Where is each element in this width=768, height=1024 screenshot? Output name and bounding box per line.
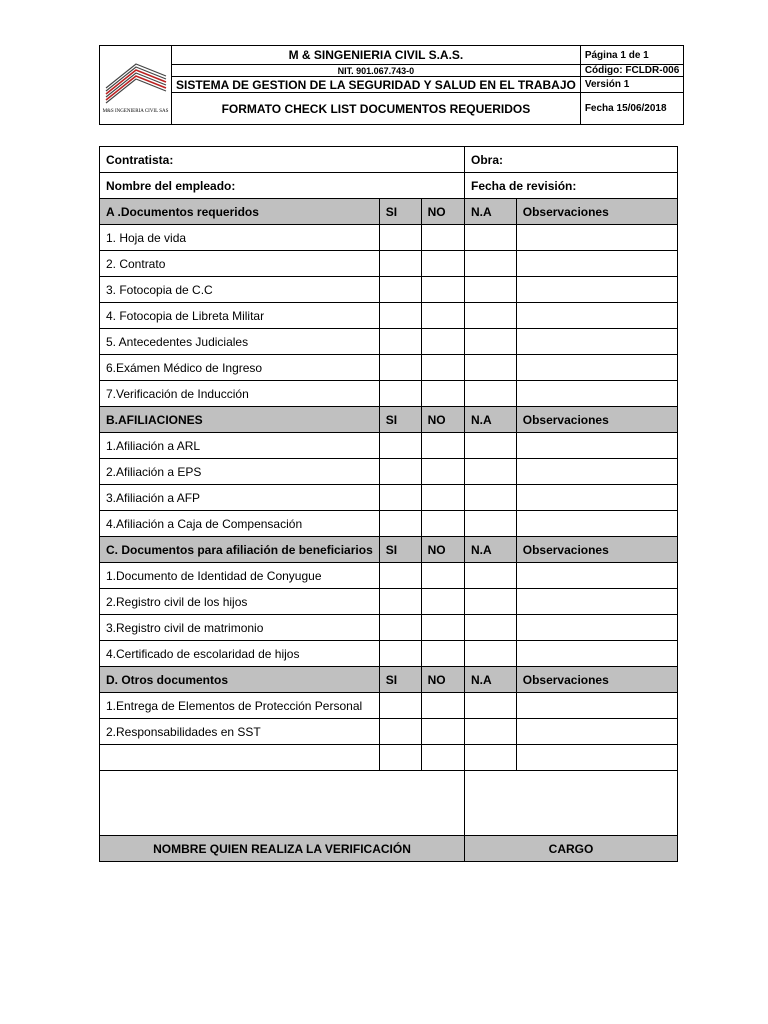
obs-cell[interactable] [516,225,677,251]
section-title: B.AFILIACIONES [100,407,380,433]
signature-name-area[interactable] [100,771,465,836]
na-cell[interactable] [465,563,517,589]
item-label: 3. Fotocopia de C.C [100,277,380,303]
table-row [100,329,678,355]
item-label: 4. Fotocopia de Libreta Militar [100,303,380,329]
table-row [100,511,678,537]
na-cell[interactable] [465,225,517,251]
signature-cargo-area[interactable] [465,771,678,836]
col-obs: Observaciones [516,199,677,225]
col-si: SI [379,407,421,433]
si-cell[interactable] [379,589,421,615]
si-cell[interactable] [379,563,421,589]
fecha-revision-field[interactable]: Fecha de revisión: [465,173,678,199]
si-cell[interactable] [379,459,421,485]
item-label: 2.Afiliación a EPS [100,459,380,485]
no-cell[interactable] [421,745,464,771]
si-cell[interactable] [379,693,421,719]
logo-icon [100,52,171,112]
na-cell[interactable] [465,693,517,719]
company-logo [100,46,172,125]
na-cell[interactable] [465,745,517,771]
no-cell[interactable] [421,615,464,641]
table-row [100,433,678,459]
item-label: 5. Antecedentes Judiciales [100,329,380,355]
table-row [100,225,678,251]
si-cell[interactable] [379,719,421,745]
si-cell[interactable] [379,485,421,511]
signature-name-label: NOMBRE QUIEN REALIZA LA VERIFICACIÓN [100,836,465,862]
item-label: 3.Afiliación a AFP [100,485,380,511]
no-cell[interactable] [421,381,464,407]
document-version: Versión 1 [580,77,683,93]
na-cell[interactable] [465,589,517,615]
table-row [100,563,678,589]
no-cell[interactable] [421,303,464,329]
obs-cell[interactable] [516,459,677,485]
section-header-a [100,199,678,225]
no-cell[interactable] [421,641,464,667]
col-na: N.A [465,667,517,693]
col-na: N.A [465,199,517,225]
si-cell[interactable] [379,355,421,381]
obs-cell[interactable] [516,277,677,303]
no-cell[interactable] [421,589,464,615]
obs-cell[interactable] [516,641,677,667]
na-cell[interactable] [465,615,517,641]
table-row [100,355,678,381]
obs-cell[interactable] [516,615,677,641]
col-na: N.A [465,407,517,433]
section-header-b [100,407,678,433]
obs-cell[interactable] [516,303,677,329]
section-title: C. Documentos para afiliación de beneficiarios [100,537,380,563]
na-cell[interactable] [465,719,517,745]
item-label: 4.Certificado de escolaridad de hijos [100,641,380,667]
page-number: Página 1 de 1 [580,46,683,65]
section-header-c [100,537,678,563]
table-row [100,745,678,771]
col-na: N.A [465,537,517,563]
section-header-d [100,667,678,693]
obs-cell[interactable] [516,485,677,511]
na-cell[interactable] [465,303,517,329]
na-cell[interactable] [465,485,517,511]
na-cell[interactable] [465,277,517,303]
na-cell[interactable] [465,459,517,485]
si-cell[interactable] [379,433,421,459]
no-cell[interactable] [421,355,464,381]
contratista-field[interactable]: Contratista: [100,147,465,173]
item-label: 1.Documento de Identidad de Conyugue [100,563,380,589]
col-si: SI [379,537,421,563]
obs-cell[interactable] [516,563,677,589]
no-cell[interactable] [421,225,464,251]
table-row [100,615,678,641]
signature-cargo-label: CARGO [465,836,678,862]
table-row [100,485,678,511]
si-cell[interactable] [379,303,421,329]
na-cell[interactable] [465,329,517,355]
item-label: 3.Registro civil de matrimonio [100,615,380,641]
document-code: Código: FCLDR-006 [580,65,683,77]
item-label: 2.Responsabilidades en SST [100,719,380,745]
empleado-field[interactable]: Nombre del empleado: [100,173,465,199]
obs-cell[interactable] [516,381,677,407]
no-cell[interactable] [421,251,464,277]
col-obs: Observaciones [516,407,677,433]
si-cell[interactable] [379,277,421,303]
col-no: NO [421,407,464,433]
obs-cell[interactable] [516,511,677,537]
obs-cell[interactable] [516,693,677,719]
no-cell[interactable] [421,693,464,719]
obs-cell[interactable] [516,251,677,277]
item-label: 2. Contrato [100,251,380,277]
item-label: 2.Registro civil de los hijos [100,589,380,615]
signature-labels [100,836,678,862]
section-title: D. Otros documentos [100,667,380,693]
col-obs: Observaciones [516,537,677,563]
col-no: NO [421,199,464,225]
si-cell[interactable] [379,329,421,355]
checklist-table [99,146,678,862]
si-cell[interactable] [379,511,421,537]
na-cell[interactable] [465,511,517,537]
table-row [100,719,678,745]
table-row [100,381,678,407]
obs-cell[interactable] [516,745,677,771]
na-cell[interactable] [465,433,517,459]
no-cell[interactable] [421,277,464,303]
col-obs: Observaciones [516,667,677,693]
table-row [100,589,678,615]
item-label: 4.Afiliación a Caja de Compensación [100,511,380,537]
table-row [100,277,678,303]
obs-cell[interactable] [516,329,677,355]
si-cell[interactable] [379,641,421,667]
si-cell[interactable] [379,251,421,277]
col-si: SI [379,199,421,225]
company-nit: NIT. 901.067.743-0 [172,65,581,77]
company-name: M & SINGENIERIA CIVIL S.A.S. [172,46,581,65]
obs-cell[interactable] [516,355,677,381]
signature-row [100,771,678,836]
col-si: SI [379,667,421,693]
obra-field[interactable]: Obra: [465,147,678,173]
table-row [100,459,678,485]
no-cell[interactable] [421,433,464,459]
na-cell[interactable] [465,641,517,667]
document-header [99,45,684,125]
na-cell[interactable] [465,381,517,407]
item-label: 1.Entrega de Elementos de Protección Personal [100,693,380,719]
col-no: NO [421,537,464,563]
table-row [100,641,678,667]
section-title: A .Documentos requeridos [100,199,380,225]
no-cell[interactable] [421,329,464,355]
si-cell[interactable] [379,615,421,641]
management-system: SISTEMA DE GESTION DE LA SEGURIDAD Y SALUD EN EL TRABAJO [172,77,581,93]
no-cell[interactable] [421,719,464,745]
item-label: 1.Afiliación a ARL [100,433,380,459]
si-cell[interactable] [379,381,421,407]
obs-cell[interactable] [516,589,677,615]
no-cell[interactable] [421,485,464,511]
col-no: NO [421,667,464,693]
logo-text: M&S INGENIERIA CIVIL SAS [102,109,169,114]
si-cell[interactable] [379,745,421,771]
na-cell[interactable] [465,355,517,381]
item-label: 7.Verificación de Inducción [100,381,380,407]
no-cell[interactable] [421,511,464,537]
table-row [100,303,678,329]
obs-cell[interactable] [516,433,677,459]
table-row [100,693,678,719]
item-label[interactable] [100,745,380,771]
format-title: FORMATO CHECK LIST DOCUMENTOS REQUERIDOS [172,93,581,125]
no-cell[interactable] [421,563,464,589]
no-cell[interactable] [421,459,464,485]
item-label: 6.Exámen Médico de Ingreso [100,355,380,381]
document-date: Fecha 15/06/2018 [580,93,683,125]
table-row [100,251,678,277]
na-cell[interactable] [465,251,517,277]
obs-cell[interactable] [516,719,677,745]
item-label: 1. Hoja de vida [100,225,380,251]
si-cell[interactable] [379,225,421,251]
